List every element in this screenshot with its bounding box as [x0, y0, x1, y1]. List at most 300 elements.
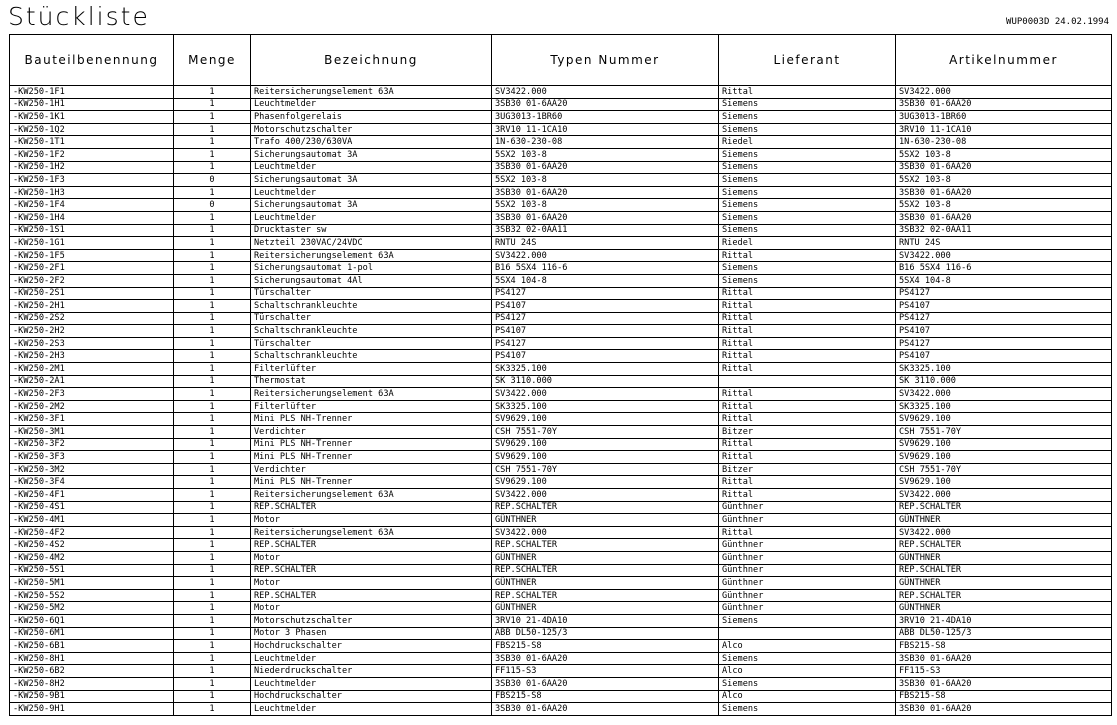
cell-typen-nummer: 5SX2 103-8 [492, 148, 719, 161]
cell-artikelnummer: SK3325.100 [896, 363, 1112, 376]
cell-typen-nummer: RNTU 24S [492, 237, 719, 250]
cell-artikelnummer: SK 3110.000 [896, 375, 1112, 388]
cell-bezeichnung: Reitersicherungselement 63A [251, 86, 492, 99]
cell-typen-nummer: PS4107 [492, 350, 719, 363]
cell-bauteilbenennung: -KW250-8H2 [10, 677, 174, 690]
table-row [10, 350, 1112, 363]
cell-typen-nummer: FF115-S3 [492, 665, 719, 678]
cell-typen-nummer: CSH 7551-70Y [492, 426, 719, 439]
cell-lieferant: Siemens [719, 161, 896, 174]
cell-lieferant: Günthner [719, 501, 896, 514]
cell-menge: 1 [174, 652, 251, 665]
table-row [10, 375, 1112, 388]
cell-menge: 1 [174, 526, 251, 539]
cell-bauteilbenennung: -KW250-4M1 [10, 514, 174, 527]
cell-menge: 1 [174, 337, 251, 350]
cell-menge: 1 [174, 211, 251, 224]
cell-bezeichnung: Motor [251, 602, 492, 615]
cell-artikelnummer: 3SB30 01-6AA20 [896, 186, 1112, 199]
cell-menge: 1 [174, 400, 251, 413]
cell-bezeichnung: Sicherungsautomat 3A [251, 199, 492, 212]
cell-lieferant: Siemens [719, 652, 896, 665]
cell-lieferant: Siemens [719, 211, 896, 224]
cell-bauteilbenennung: -KW250-4S2 [10, 539, 174, 552]
table-row [10, 564, 1112, 577]
cell-lieferant: Rittal [719, 249, 896, 262]
cell-menge: 1 [174, 237, 251, 250]
cell-typen-nummer: 3SB30 01-6AA20 [492, 186, 719, 199]
cell-typen-nummer: 5SX2 103-8 [492, 174, 719, 187]
cell-menge: 0 [174, 199, 251, 212]
cell-bezeichnung: Mini PLS NH-Trenner [251, 476, 492, 489]
table-row [10, 312, 1112, 325]
table-row [10, 451, 1112, 464]
column-header-menge: Menge [174, 35, 251, 86]
cell-typen-nummer: GÜNTHNER [492, 577, 719, 590]
cell-bauteilbenennung: -KW250-3F4 [10, 476, 174, 489]
cell-artikelnummer: 3SB30 01-6AA20 [896, 703, 1112, 716]
cell-bauteilbenennung: -KW250-3F2 [10, 438, 174, 451]
table-row [10, 703, 1112, 716]
cell-bezeichnung: Leuchtmelder [251, 677, 492, 690]
cell-bauteilbenennung: -KW250-3M1 [10, 426, 174, 439]
cell-lieferant: Siemens [719, 703, 896, 716]
cell-typen-nummer: PS4107 [492, 325, 719, 338]
cell-typen-nummer: REP.SCHALTER [492, 539, 719, 552]
cell-bezeichnung: Reitersicherungselement 63A [251, 489, 492, 502]
cell-bauteilbenennung: -KW250-1K1 [10, 111, 174, 124]
table-row [10, 551, 1112, 564]
cell-lieferant: Rittal [719, 413, 896, 426]
cell-menge: 1 [174, 161, 251, 174]
cell-menge: 1 [174, 136, 251, 149]
cell-menge: 1 [174, 413, 251, 426]
cell-lieferant: Siemens [719, 224, 896, 237]
table-row [10, 262, 1112, 275]
cell-typen-nummer: GÜNTHNER [492, 551, 719, 564]
cell-menge: 1 [174, 363, 251, 376]
table-row [10, 577, 1112, 590]
cell-bauteilbenennung: -KW250-1H3 [10, 186, 174, 199]
cell-menge: 1 [174, 476, 251, 489]
cell-lieferant: Riedel [719, 237, 896, 250]
cell-bauteilbenennung: -KW250-4M2 [10, 551, 174, 564]
cell-bezeichnung: Leuchtmelder [251, 186, 492, 199]
cell-artikelnummer: 5SX2 103-8 [896, 148, 1112, 161]
page-title: Stückliste [8, 2, 150, 31]
table-row [10, 501, 1112, 514]
cell-artikelnummer: 5SX2 103-8 [896, 199, 1112, 212]
cell-menge: 1 [174, 665, 251, 678]
cell-bauteilbenennung: -KW250-2H2 [10, 325, 174, 338]
cell-artikelnummer: GÜNTHNER [896, 602, 1112, 615]
cell-typen-nummer: SV3422.000 [492, 388, 719, 401]
table-row [10, 426, 1112, 439]
cell-menge: 1 [174, 224, 251, 237]
cell-artikelnummer: PS4127 [896, 337, 1112, 350]
cell-artikelnummer: PS4107 [896, 325, 1112, 338]
cell-artikelnummer: FF115-S3 [896, 665, 1112, 678]
cell-menge: 1 [174, 451, 251, 464]
cell-typen-nummer: SV3422.000 [492, 489, 719, 502]
table-body [10, 86, 1112, 716]
table-row [10, 400, 1112, 413]
cell-bauteilbenennung: -KW250-2H1 [10, 300, 174, 313]
cell-menge: 1 [174, 602, 251, 615]
cell-artikelnummer: SV3422.000 [896, 249, 1112, 262]
cell-menge: 1 [174, 86, 251, 99]
cell-lieferant: Günthner [719, 539, 896, 552]
cell-artikelnummer: GÜNTHNER [896, 514, 1112, 527]
cell-bauteilbenennung: -KW250-1H1 [10, 98, 174, 111]
cell-bauteilbenennung: -KW250-3F1 [10, 413, 174, 426]
cell-typen-nummer: SV3422.000 [492, 86, 719, 99]
cell-lieferant: Alco [719, 665, 896, 678]
cell-typen-nummer: SK 3110.000 [492, 375, 719, 388]
cell-bauteilbenennung: -KW250-1F1 [10, 86, 174, 99]
cell-bezeichnung: Sicherungsautomat 3A [251, 148, 492, 161]
cell-typen-nummer: 3RV10 21-4DA10 [492, 614, 719, 627]
cell-typen-nummer: 3SB32 02-0AA11 [492, 224, 719, 237]
cell-bauteilbenennung: -KW250-3M2 [10, 463, 174, 476]
cell-artikelnummer: PS4127 [896, 312, 1112, 325]
cell-bauteilbenennung: -KW250-3F3 [10, 451, 174, 464]
cell-lieferant: Siemens [719, 274, 896, 287]
cell-menge: 0 [174, 174, 251, 187]
cell-menge: 1 [174, 577, 251, 590]
cell-menge: 1 [174, 262, 251, 275]
column-header-artikelnummer: Artikelnummer [896, 35, 1112, 86]
cell-bezeichnung: Reitersicherungselement 63A [251, 526, 492, 539]
cell-menge: 1 [174, 426, 251, 439]
cell-bauteilbenennung: -KW250-1F4 [10, 199, 174, 212]
cell-lieferant: Günthner [719, 564, 896, 577]
cell-typen-nummer: SV9629.100 [492, 451, 719, 464]
cell-bezeichnung: Leuchtmelder [251, 211, 492, 224]
cell-lieferant: Siemens [719, 98, 896, 111]
cell-bauteilbenennung: -KW250-2S3 [10, 337, 174, 350]
cell-lieferant: Rittal [719, 363, 896, 376]
cell-lieferant: Rittal [719, 438, 896, 451]
document-id: WUP0003D 24.02.1994 [1006, 17, 1109, 27]
table-row [10, 123, 1112, 136]
cell-bezeichnung: Mini PLS NH-Trenner [251, 413, 492, 426]
cell-lieferant: Rittal [719, 86, 896, 99]
cell-typen-nummer: 5SX2 103-8 [492, 199, 719, 212]
cell-bezeichnung: Sicherungsautomat 3A [251, 174, 492, 187]
cell-typen-nummer: FBS215-S8 [492, 690, 719, 703]
cell-bezeichnung: Mini PLS NH-Trenner [251, 451, 492, 464]
cell-lieferant: Rittal [719, 287, 896, 300]
cell-lieferant: Rittal [719, 400, 896, 413]
table-row [10, 363, 1112, 376]
cell-typen-nummer: REP.SCHALTER [492, 564, 719, 577]
cell-menge: 1 [174, 589, 251, 602]
cell-artikelnummer: PS4107 [896, 350, 1112, 363]
cell-typen-nummer: 3RV10 11-1CA10 [492, 123, 719, 136]
cell-bezeichnung: Filterlüfter [251, 363, 492, 376]
cell-typen-nummer: PS4107 [492, 300, 719, 313]
cell-lieferant: Rittal [719, 476, 896, 489]
table-row [10, 539, 1112, 552]
cell-typen-nummer: SV3422.000 [492, 526, 719, 539]
cell-bezeichnung: Niederdruckschalter [251, 665, 492, 678]
parts-list-table [9, 34, 1112, 716]
cell-artikelnummer: GÜNTHNER [896, 551, 1112, 564]
cell-menge: 1 [174, 388, 251, 401]
table-row [10, 148, 1112, 161]
cell-lieferant: Riedel [719, 136, 896, 149]
cell-bauteilbenennung: -KW250-1H2 [10, 161, 174, 174]
cell-bauteilbenennung: -KW250-1T1 [10, 136, 174, 149]
table-row [10, 463, 1112, 476]
cell-artikelnummer: REP.SCHALTER [896, 564, 1112, 577]
cell-artikelnummer: 3SB30 01-6AA20 [896, 652, 1112, 665]
cell-bauteilbenennung: -KW250-6Q1 [10, 614, 174, 627]
cell-artikelnummer: REP.SCHALTER [896, 589, 1112, 602]
cell-menge: 1 [174, 539, 251, 552]
cell-lieferant: Siemens [719, 148, 896, 161]
cell-lieferant: Rittal [719, 325, 896, 338]
cell-artikelnummer: 3SB30 01-6AA20 [896, 98, 1112, 111]
cell-bezeichnung: Filterlüfter [251, 400, 492, 413]
cell-artikelnummer: SV9629.100 [896, 413, 1112, 426]
cell-lieferant: Rittal [719, 526, 896, 539]
cell-bezeichnung: Verdichter [251, 463, 492, 476]
cell-artikelnummer: 1N-630-230-08 [896, 136, 1112, 149]
cell-typen-nummer: B16 5SX4 116-6 [492, 262, 719, 275]
table-row [10, 325, 1112, 338]
cell-bezeichnung: Schaltschrankleuchte [251, 350, 492, 363]
cell-artikelnummer: SV9629.100 [896, 476, 1112, 489]
cell-bezeichnung: Hochdruckschalter [251, 640, 492, 653]
table-row [10, 224, 1112, 237]
cell-typen-nummer: GÜNTHNER [492, 602, 719, 615]
cell-bezeichnung: Verdichter [251, 426, 492, 439]
cell-bauteilbenennung: -KW250-2S2 [10, 312, 174, 325]
cell-bezeichnung: Leuchtmelder [251, 652, 492, 665]
cell-lieferant [719, 375, 896, 388]
cell-lieferant: Rittal [719, 388, 896, 401]
cell-menge: 1 [174, 300, 251, 313]
table-row [10, 174, 1112, 187]
table-header-row [10, 35, 1112, 86]
table-row [10, 211, 1112, 224]
cell-artikelnummer: 3SB30 01-6AA20 [896, 677, 1112, 690]
cell-bauteilbenennung: -KW250-2F3 [10, 388, 174, 401]
cell-typen-nummer: SV9629.100 [492, 413, 719, 426]
cell-artikelnummer: 3SB30 01-6AA20 [896, 161, 1112, 174]
cell-lieferant: Siemens [719, 614, 896, 627]
table-row [10, 274, 1112, 287]
cell-typen-nummer: PS4127 [492, 312, 719, 325]
table-row [10, 514, 1112, 527]
cell-typen-nummer: SK3325.100 [492, 400, 719, 413]
cell-artikelnummer: ABB DL50-125/3 [896, 627, 1112, 640]
cell-bauteilbenennung: -KW250-5S1 [10, 564, 174, 577]
cell-bauteilbenennung: -KW250-5M1 [10, 577, 174, 590]
cell-typen-nummer: REP.SCHALTER [492, 589, 719, 602]
cell-bezeichnung: Sicherungsautomat 4Al [251, 274, 492, 287]
cell-lieferant: Siemens [719, 186, 896, 199]
cell-lieferant: Siemens [719, 174, 896, 187]
table-row [10, 98, 1112, 111]
cell-bezeichnung: Trafo 400/230/630VA [251, 136, 492, 149]
cell-typen-nummer: 5SX4 104-8 [492, 274, 719, 287]
table-row [10, 136, 1112, 149]
cell-artikelnummer: PS4107 [896, 300, 1112, 313]
cell-lieferant: Rittal [719, 337, 896, 350]
cell-menge: 1 [174, 514, 251, 527]
column-header-typen-nummer: Typen Nummer [492, 35, 719, 86]
cell-lieferant: Rittal [719, 350, 896, 363]
cell-menge: 1 [174, 703, 251, 716]
cell-bezeichnung: Türschalter [251, 312, 492, 325]
cell-lieferant: Alco [719, 640, 896, 653]
cell-artikelnummer: REP.SCHALTER [896, 501, 1112, 514]
table-row [10, 237, 1112, 250]
cell-menge: 1 [174, 677, 251, 690]
cell-lieferant: Bitzer [719, 463, 896, 476]
cell-lieferant [719, 627, 896, 640]
cell-lieferant: Günthner [719, 602, 896, 615]
table-row [10, 526, 1112, 539]
cell-menge: 1 [174, 148, 251, 161]
cell-lieferant: Rittal [719, 312, 896, 325]
cell-lieferant: Siemens [719, 677, 896, 690]
cell-bezeichnung: Motorschutzschalter [251, 123, 492, 136]
cell-bezeichnung: REP.SCHALTER [251, 501, 492, 514]
cell-bauteilbenennung: -KW250-5M2 [10, 602, 174, 615]
cell-menge: 1 [174, 501, 251, 514]
cell-bauteilbenennung: -KW250-9H1 [10, 703, 174, 716]
cell-bauteilbenennung: -KW250-1S1 [10, 224, 174, 237]
cell-bezeichnung: Motor [251, 577, 492, 590]
cell-bezeichnung: Türschalter [251, 337, 492, 350]
cell-bezeichnung: Mini PLS NH-Trenner [251, 438, 492, 451]
table-row [10, 287, 1112, 300]
cell-typen-nummer: SV3422.000 [492, 249, 719, 262]
cell-artikelnummer: 3RV10 21-4DA10 [896, 614, 1112, 627]
cell-artikelnummer: CSH 7551-70Y [896, 463, 1112, 476]
cell-artikelnummer: PS4127 [896, 287, 1112, 300]
cell-menge: 1 [174, 564, 251, 577]
table-row [10, 161, 1112, 174]
cell-bauteilbenennung: -KW250-2M1 [10, 363, 174, 376]
cell-bauteilbenennung: -KW250-2H3 [10, 350, 174, 363]
cell-menge: 1 [174, 249, 251, 262]
cell-typen-nummer: SV9629.100 [492, 438, 719, 451]
table-row [10, 690, 1112, 703]
table-row [10, 665, 1112, 678]
cell-artikelnummer: SV9629.100 [896, 451, 1112, 464]
cell-bezeichnung: Leuchtmelder [251, 98, 492, 111]
cell-menge: 1 [174, 640, 251, 653]
cell-artikelnummer: SV3422.000 [896, 526, 1112, 539]
cell-bauteilbenennung: -KW250-2F2 [10, 274, 174, 287]
cell-bezeichnung: Reitersicherungselement 63A [251, 388, 492, 401]
cell-lieferant: Rittal [719, 451, 896, 464]
table-row [10, 589, 1112, 602]
column-header-bauteilbenennung: Bauteilbenennung [10, 35, 174, 86]
cell-menge: 1 [174, 312, 251, 325]
cell-artikelnummer: FBS215-S8 [896, 690, 1112, 703]
cell-menge: 1 [174, 287, 251, 300]
cell-bauteilbenennung: -KW250-8H1 [10, 652, 174, 665]
cell-lieferant: Rittal [719, 300, 896, 313]
cell-bezeichnung: Türschalter [251, 287, 492, 300]
cell-bauteilbenennung: -KW250-1Q2 [10, 123, 174, 136]
cell-lieferant: Günthner [719, 577, 896, 590]
cell-artikelnummer: 3SB32 02-0AA11 [896, 224, 1112, 237]
cell-bezeichnung: Leuchtmelder [251, 161, 492, 174]
cell-bauteilbenennung: -KW250-1F5 [10, 249, 174, 262]
cell-bezeichnung: Drucktaster sw [251, 224, 492, 237]
cell-bezeichnung: Reitersicherungselement 63A [251, 249, 492, 262]
table-row [10, 337, 1112, 350]
cell-menge: 1 [174, 123, 251, 136]
cell-bauteilbenennung: -KW250-4F1 [10, 489, 174, 502]
cell-lieferant: Siemens [719, 199, 896, 212]
cell-bauteilbenennung: -KW250-5S2 [10, 589, 174, 602]
cell-menge: 1 [174, 463, 251, 476]
cell-bezeichnung: Phasenfolgerelais [251, 111, 492, 124]
table-row [10, 300, 1112, 313]
cell-menge: 1 [174, 551, 251, 564]
cell-artikelnummer: SV3422.000 [896, 388, 1112, 401]
cell-artikelnummer: GÜNTHNER [896, 577, 1112, 590]
cell-bezeichnung: REP.SCHALTER [251, 589, 492, 602]
cell-menge: 1 [174, 325, 251, 338]
cell-menge: 1 [174, 375, 251, 388]
table-row [10, 186, 1112, 199]
cell-bezeichnung: Motor [251, 551, 492, 564]
cell-bezeichnung: Motor 3 Phasen [251, 627, 492, 640]
cell-menge: 1 [174, 627, 251, 640]
cell-bauteilbenennung: -KW250-6B2 [10, 665, 174, 678]
cell-artikelnummer: SV9629.100 [896, 438, 1112, 451]
cell-typen-nummer: FBS215-S8 [492, 640, 719, 653]
cell-menge: 1 [174, 186, 251, 199]
table-row [10, 640, 1112, 653]
cell-typen-nummer: 3SB30 01-6AA20 [492, 161, 719, 174]
cell-bezeichnung: Motor [251, 514, 492, 527]
cell-lieferant: Günthner [719, 551, 896, 564]
cell-bauteilbenennung: -KW250-4F2 [10, 526, 174, 539]
cell-lieferant: Siemens [719, 262, 896, 275]
cell-typen-nummer: SK3325.100 [492, 363, 719, 376]
cell-bauteilbenennung: -KW250-2F1 [10, 262, 174, 275]
cell-menge: 1 [174, 690, 251, 703]
cell-typen-nummer: SV9629.100 [492, 476, 719, 489]
cell-typen-nummer: 3SB30 01-6AA20 [492, 677, 719, 690]
cell-bauteilbenennung: -KW250-6M1 [10, 627, 174, 640]
cell-bauteilbenennung: -KW250-2M2 [10, 400, 174, 413]
cell-lieferant: Günthner [719, 514, 896, 527]
cell-menge: 1 [174, 350, 251, 363]
table-row [10, 199, 1112, 212]
cell-bauteilbenennung: -KW250-9B1 [10, 690, 174, 703]
cell-bauteilbenennung: -KW250-2S1 [10, 287, 174, 300]
table-row [10, 652, 1112, 665]
cell-menge: 1 [174, 614, 251, 627]
table-row [10, 438, 1112, 451]
cell-artikelnummer: CSH 7551-70Y [896, 426, 1112, 439]
cell-bauteilbenennung: -KW250-4S1 [10, 501, 174, 514]
cell-lieferant: Bitzer [719, 426, 896, 439]
cell-menge: 1 [174, 111, 251, 124]
cell-bauteilbenennung: -KW250-2A1 [10, 375, 174, 388]
